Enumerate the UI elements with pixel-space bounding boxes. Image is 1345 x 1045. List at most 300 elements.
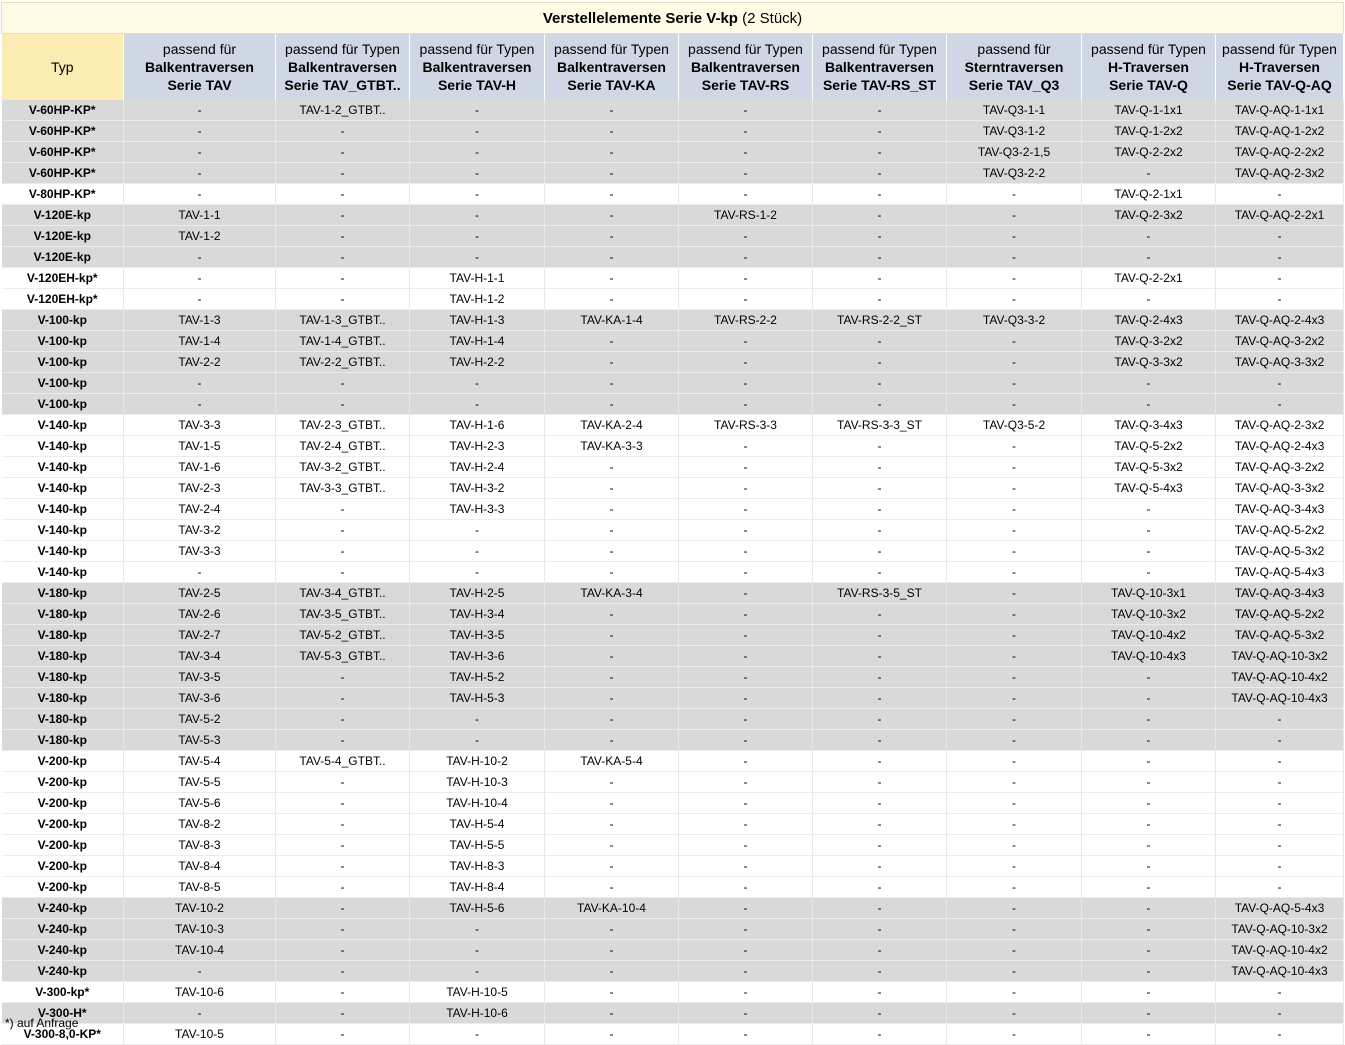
table-cell: TAV-H-5-2: [410, 667, 545, 688]
table-cell: -: [1082, 688, 1216, 709]
table-cell: -: [813, 1024, 947, 1045]
table-row: [2, 814, 1344, 835]
table-cell: -: [545, 688, 679, 709]
table-row: [2, 709, 1344, 730]
row-type-cell: V-120EH-kp*: [2, 268, 124, 289]
table-cell: TAV-2-2_GTBT..: [276, 352, 410, 373]
table-cell: -: [545, 541, 679, 562]
table-row: [2, 793, 1344, 814]
table-cell: -: [276, 814, 410, 835]
row-type-cell: V-100-kp: [2, 331, 124, 352]
column-header-line2: Balkentraversen: [145, 59, 254, 75]
table-cell: TAV-Q-10-4x3: [1082, 646, 1216, 667]
row-type-cell: V-300-kp*: [2, 982, 124, 1003]
row-type-cell: V-120E-kp: [2, 205, 124, 226]
column-header-line3: Serie TAV-Q: [1109, 77, 1188, 93]
row-type-cell: V-60HP-KP*: [2, 163, 124, 184]
table-cell: -: [679, 520, 813, 541]
table-cell: -: [679, 541, 813, 562]
table-cell: -: [276, 1003, 410, 1024]
table-row: [2, 478, 1344, 499]
table-cell: -: [947, 688, 1082, 709]
table-cell: -: [679, 1003, 813, 1024]
table-cell: TAV-H-3-3: [410, 499, 545, 520]
table-cell: TAV-KA-5-4: [545, 751, 679, 772]
table-row: [2, 541, 1344, 562]
table-cell: -: [1082, 877, 1216, 898]
table-cell: -: [1216, 751, 1344, 772]
column-header-line2: Balkentraversen: [288, 59, 397, 75]
row-type-cell: V-100-kp: [2, 394, 124, 415]
table-cell: -: [410, 121, 545, 142]
row-type-cell: V-180-kp: [2, 709, 124, 730]
table-cell: TAV-5-3_GTBT..: [276, 646, 410, 667]
table-cell: TAV-H-1-3: [410, 310, 545, 331]
table-cell: -: [947, 898, 1082, 919]
table-cell: -: [124, 1003, 276, 1024]
table-cell: -: [813, 163, 947, 184]
table-cell: -: [813, 793, 947, 814]
column-header: [1216, 34, 1344, 101]
table-cell: -: [545, 184, 679, 205]
table-cell: TAV-H-3-5: [410, 625, 545, 646]
row-type-cell: V-140-kp: [2, 415, 124, 436]
table-cell: -: [813, 688, 947, 709]
table-cell: -: [124, 184, 276, 205]
table-cell: TAV-Q-AQ-5-3x2: [1216, 541, 1344, 562]
table-cell: -: [947, 541, 1082, 562]
table-cell: TAV-3-4: [124, 646, 276, 667]
table-row: [2, 898, 1344, 919]
table-cell: TAV-3-2: [124, 520, 276, 541]
table-cell: -: [947, 1003, 1082, 1024]
table-cell: -: [545, 604, 679, 625]
table-cell: -: [679, 268, 813, 289]
table-cell: -: [545, 121, 679, 142]
table-cell: TAV-H-8-3: [410, 856, 545, 877]
table-cell: -: [410, 709, 545, 730]
table-cell: -: [947, 331, 1082, 352]
table-cell: -: [1216, 247, 1344, 268]
table-cell: TAV-Q-AQ-2-4x3: [1216, 436, 1344, 457]
table-cell: TAV-10-2: [124, 898, 276, 919]
table-cell: -: [1082, 730, 1216, 751]
table-cell: -: [813, 667, 947, 688]
table-cell: -: [679, 562, 813, 583]
table-cell: -: [1082, 793, 1216, 814]
table-row: [2, 856, 1344, 877]
table-cell: -: [124, 121, 276, 142]
row-type-cell: V-60HP-KP*: [2, 100, 124, 121]
table-cell: -: [947, 247, 1082, 268]
table-row: [2, 730, 1344, 751]
table-row: [2, 184, 1344, 205]
table-cell: -: [276, 121, 410, 142]
table-cell: TAV-Q-10-3x2: [1082, 604, 1216, 625]
table-cell: TAV-2-3_GTBT..: [276, 415, 410, 436]
row-type-cell: V-240-kp: [2, 940, 124, 961]
table-cell: TAV-H-2-4: [410, 457, 545, 478]
table-cell: TAV-Q-10-3x1: [1082, 583, 1216, 604]
table-cell: TAV-Q-AQ-10-4x2: [1216, 940, 1344, 961]
table-cell: -: [545, 205, 679, 226]
row-type-cell: V-200-kp: [2, 751, 124, 772]
table-cell: TAV-Q-1-1x1: [1082, 100, 1216, 121]
column-header-line1: passend für Typen: [688, 41, 803, 57]
table-cell: -: [545, 499, 679, 520]
table-cell: TAV-Q-AQ-3-3x2: [1216, 478, 1344, 499]
table-cell: -: [1082, 667, 1216, 688]
table-cell: -: [679, 142, 813, 163]
table-cell: -: [813, 121, 947, 142]
table-cell: TAV-2-5: [124, 583, 276, 604]
table-cell: -: [1082, 751, 1216, 772]
table-cell: -: [679, 373, 813, 394]
table-cell: -: [545, 625, 679, 646]
table-cell: -: [1082, 772, 1216, 793]
table-cell: -: [276, 373, 410, 394]
row-type-cell: V-120E-kp: [2, 226, 124, 247]
table-cell: -: [410, 226, 545, 247]
table-cell: -: [813, 499, 947, 520]
table-cell: -: [1216, 1003, 1344, 1024]
table-cell: TAV-5-2: [124, 709, 276, 730]
table-cell: -: [1216, 394, 1344, 415]
table-cell: TAV-Q-AQ-5-3x2: [1216, 625, 1344, 646]
table-row: [2, 1024, 1344, 1045]
table-cell: TAV-RS-2-2: [679, 310, 813, 331]
table-cell: -: [276, 856, 410, 877]
column-header-line1: passend für Typen: [554, 41, 669, 57]
table-cell: -: [813, 478, 947, 499]
table-cell: TAV-Q-10-4x2: [1082, 625, 1216, 646]
table-cell: TAV-2-4: [124, 499, 276, 520]
table-cell: -: [276, 541, 410, 562]
table-cell: TAV-5-3: [124, 730, 276, 751]
table-cell: TAV-Q-2-2x1: [1082, 268, 1216, 289]
table-cell: -: [813, 268, 947, 289]
table-cell: TAV-H-3-6: [410, 646, 545, 667]
table-cell: -: [813, 373, 947, 394]
table-row: [2, 688, 1344, 709]
table-cell: TAV-1-6: [124, 457, 276, 478]
table-row: [2, 919, 1344, 940]
row-type-cell: V-140-kp: [2, 541, 124, 562]
row-type-cell: V-60HP-KP*: [2, 121, 124, 142]
table-cell: -: [947, 730, 1082, 751]
table-cell: TAV-Q-AQ-2-2x2: [1216, 142, 1344, 163]
table-cell: -: [813, 604, 947, 625]
table-cell: -: [124, 961, 276, 982]
title-row: [2, 3, 1344, 34]
table-cell: -: [947, 814, 1082, 835]
table-cell: -: [276, 898, 410, 919]
table-cell: TAV-3-3: [124, 415, 276, 436]
table-cell: -: [813, 394, 947, 415]
table-cell: -: [1216, 268, 1344, 289]
table-cell: TAV-1-5: [124, 436, 276, 457]
table-cell: -: [545, 163, 679, 184]
table-cell: -: [276, 520, 410, 541]
table-cell: -: [813, 856, 947, 877]
table-cell: -: [679, 646, 813, 667]
table-cell: TAV-RS-3-5_ST: [813, 583, 947, 604]
row-type-cell: V-200-kp: [2, 793, 124, 814]
row-type-cell: V-240-kp: [2, 898, 124, 919]
table-cell: -: [545, 646, 679, 667]
table-row: [2, 289, 1344, 310]
table-cell: TAV-10-6: [124, 982, 276, 1003]
table-row: [2, 205, 1344, 226]
table-cell: -: [276, 709, 410, 730]
table-row: [2, 331, 1344, 352]
table-cell: TAV-Q-3-3x2: [1082, 352, 1216, 373]
table-cell: -: [545, 142, 679, 163]
table-row: [2, 457, 1344, 478]
table-cell: -: [947, 268, 1082, 289]
column-header-line2: H-Traversen: [1239, 59, 1320, 75]
table-title: [2, 3, 1344, 34]
table-cell: -: [410, 100, 545, 121]
table-cell: -: [410, 205, 545, 226]
table-cell: -: [679, 982, 813, 1003]
table-cell: TAV-Q-AQ-10-4x3: [1216, 961, 1344, 982]
row-type-cell: V-80HP-KP*: [2, 184, 124, 205]
table-cell: TAV-KA-10-4: [545, 898, 679, 919]
column-header: [124, 34, 276, 101]
table-cell: -: [1082, 289, 1216, 310]
table-cell: -: [410, 1024, 545, 1045]
table-cell: -: [1216, 814, 1344, 835]
table-cell: -: [947, 1024, 1082, 1045]
table-cell: -: [545, 520, 679, 541]
table-cell: -: [545, 919, 679, 940]
table-cell: -: [813, 877, 947, 898]
table-cell: TAV-Q-5-2x2: [1082, 436, 1216, 457]
table-cell: -: [947, 940, 1082, 961]
table-cell: TAV-RS-1-2: [679, 205, 813, 226]
column-header: [276, 34, 410, 101]
table-cell: -: [545, 268, 679, 289]
table-cell: -: [679, 478, 813, 499]
table-cell: -: [679, 835, 813, 856]
column-header-line2: Balkentraversen: [557, 59, 666, 75]
table-cell: -: [545, 814, 679, 835]
table-cell: -: [947, 772, 1082, 793]
table-title-sub: (2 Stück): [742, 9, 803, 27]
table-cell: -: [679, 331, 813, 352]
table-cell: -: [410, 730, 545, 751]
table-cell: -: [124, 373, 276, 394]
table-cell: -: [813, 646, 947, 667]
table-cell: -: [276, 961, 410, 982]
table-cell: -: [947, 709, 1082, 730]
column-header-line1: passend für Typen: [285, 41, 400, 57]
column-header-line2: Balkentraversen: [825, 59, 934, 75]
table-row: [2, 982, 1344, 1003]
table-cell: TAV-KA-3-3: [545, 436, 679, 457]
table-cell: -: [813, 898, 947, 919]
column-header-line3: Serie TAV_GTBT..: [284, 77, 401, 93]
table-cell: TAV-H-1-4: [410, 331, 545, 352]
table-row: [2, 436, 1344, 457]
table-cell: TAV-RS-3-3: [679, 415, 813, 436]
table-cell: TAV-Q-AQ-10-4x3: [1216, 688, 1344, 709]
table-cell: TAV-3-3_GTBT..: [276, 478, 410, 499]
table-cell: -: [410, 520, 545, 541]
table-cell: -: [679, 625, 813, 646]
table-cell: TAV-Q-5-3x2: [1082, 457, 1216, 478]
table-cell: TAV-RS-3-3_ST: [813, 415, 947, 436]
table-row: [2, 940, 1344, 961]
table-cell: -: [410, 961, 545, 982]
table-cell: -: [1082, 709, 1216, 730]
table-cell: -: [679, 751, 813, 772]
table-cell: -: [813, 184, 947, 205]
table-cell: TAV-H-1-6: [410, 415, 545, 436]
table-cell: -: [410, 562, 545, 583]
table-cell: -: [813, 205, 947, 226]
column-header-line3: Serie TAV-Q-AQ: [1227, 77, 1332, 93]
table-cell: -: [947, 751, 1082, 772]
table-cell: -: [1082, 520, 1216, 541]
row-type-cell: V-140-kp: [2, 457, 124, 478]
table-cell: -: [947, 625, 1082, 646]
table-cell: TAV-H-8-4: [410, 877, 545, 898]
table-cell: -: [813, 919, 947, 940]
table-cell: TAV-H-5-6: [410, 898, 545, 919]
table-cell: -: [947, 478, 1082, 499]
table-cell: -: [545, 877, 679, 898]
table-cell: TAV-H-10-5: [410, 982, 545, 1003]
table-row: [2, 1003, 1344, 1024]
table-cell: -: [276, 205, 410, 226]
column-header: [813, 34, 947, 101]
table-cell: -: [947, 919, 1082, 940]
column-header: [947, 34, 1082, 101]
table-cell: TAV-H-2-5: [410, 583, 545, 604]
table-cell: TAV-Q-2-4x3: [1082, 310, 1216, 331]
table-cell: -: [1216, 982, 1344, 1003]
table-cell: -: [276, 982, 410, 1003]
table-cell: -: [813, 520, 947, 541]
table-cell: -: [813, 457, 947, 478]
table-cell: TAV-Q-AQ-3-2x2: [1216, 457, 1344, 478]
table-cell: TAV-1-3_GTBT..: [276, 310, 410, 331]
table-row: [2, 226, 1344, 247]
row-type-cell: V-180-kp: [2, 667, 124, 688]
table-cell: TAV-3-5: [124, 667, 276, 688]
table-cell: -: [947, 436, 1082, 457]
table-cell: -: [1216, 877, 1344, 898]
table-cell: -: [813, 142, 947, 163]
table-cell: TAV-10-3: [124, 919, 276, 940]
table-cell: -: [679, 793, 813, 814]
table-cell: -: [679, 352, 813, 373]
table-cell: -: [545, 373, 679, 394]
table-cell: -: [276, 184, 410, 205]
table-cell: -: [947, 499, 1082, 520]
table-cell: -: [679, 499, 813, 520]
table-cell: -: [545, 226, 679, 247]
table-cell: -: [813, 940, 947, 961]
table-cell: -: [1082, 835, 1216, 856]
table-cell: -: [813, 730, 947, 751]
table-cell: -: [545, 331, 679, 352]
table-cell: TAV-Q-1-2x2: [1082, 121, 1216, 142]
table-cell: TAV-3-5_GTBT..: [276, 604, 410, 625]
column-header-line3: Serie TAV-KA: [567, 77, 656, 93]
table-cell: -: [1082, 499, 1216, 520]
table-cell: TAV-Q-2-3x2: [1082, 205, 1216, 226]
table-cell: TAV-RS-2-2_ST: [813, 310, 947, 331]
table-cell: -: [276, 940, 410, 961]
column-header: [1082, 34, 1216, 101]
table-cell: -: [813, 625, 947, 646]
table-row: [2, 562, 1344, 583]
row-type-cell: V-60HP-KP*: [2, 142, 124, 163]
row-type-cell: V-200-kp: [2, 814, 124, 835]
footnote: *) auf Anfrage: [5, 1016, 79, 1030]
table-cell: -: [410, 919, 545, 940]
table-cell: TAV-Q-AQ-3-4x3: [1216, 583, 1344, 604]
table-cell: -: [276, 877, 410, 898]
column-header-line1: passend für Typen: [1091, 41, 1206, 57]
table-cell: -: [1082, 541, 1216, 562]
table-cell: -: [947, 877, 1082, 898]
row-type-cell: V-240-kp: [2, 961, 124, 982]
table-cell: TAV-H-3-2: [410, 478, 545, 499]
table-cell: -: [947, 520, 1082, 541]
table-cell: -: [679, 1024, 813, 1045]
table-cell: TAV-Q-AQ-1-2x2: [1216, 121, 1344, 142]
table-cell: -: [679, 163, 813, 184]
row-type-cell: V-140-kp: [2, 478, 124, 499]
table-cell: TAV-1-1: [124, 205, 276, 226]
column-header-line2: H-Traversen: [1108, 59, 1189, 75]
table-cell: TAV-1-2: [124, 226, 276, 247]
table-title-main: Verstellelemente Serie V-kp: [542, 9, 738, 27]
table-cell: TAV-H-2-2: [410, 352, 545, 373]
table-cell: -: [1082, 1024, 1216, 1045]
table-cell: -: [679, 898, 813, 919]
table-row: [2, 163, 1344, 184]
table-cell: -: [276, 142, 410, 163]
table-cell: -: [276, 562, 410, 583]
table-cell: TAV-3-4_GTBT..: [276, 583, 410, 604]
table-cell: -: [1082, 373, 1216, 394]
column-header-line1: passend für: [162, 41, 237, 57]
table-cell: TAV-Q-AQ-2-3x2: [1216, 415, 1344, 436]
table-cell: TAV-Q-AQ-5-2x2: [1216, 520, 1344, 541]
table-cell: TAV-Q-AQ-10-3x2: [1216, 919, 1344, 940]
table-cell: -: [545, 394, 679, 415]
table-cell: -: [410, 394, 545, 415]
table-cell: -: [1082, 940, 1216, 961]
table-cell: TAV-2-2: [124, 352, 276, 373]
row-type-cell: V-140-kp: [2, 562, 124, 583]
table-cell: -: [124, 268, 276, 289]
column-header-line3: Serie TAV_Q3: [968, 77, 1060, 93]
column-header-line1: passend für Typen: [822, 41, 937, 57]
table-cell: -: [545, 352, 679, 373]
table-cell: -: [679, 688, 813, 709]
table-cell: -: [410, 247, 545, 268]
table-cell: TAV-1-3: [124, 310, 276, 331]
table-cell: -: [679, 247, 813, 268]
table-cell: TAV-H-5-5: [410, 835, 545, 856]
table-cell: TAV-8-3: [124, 835, 276, 856]
